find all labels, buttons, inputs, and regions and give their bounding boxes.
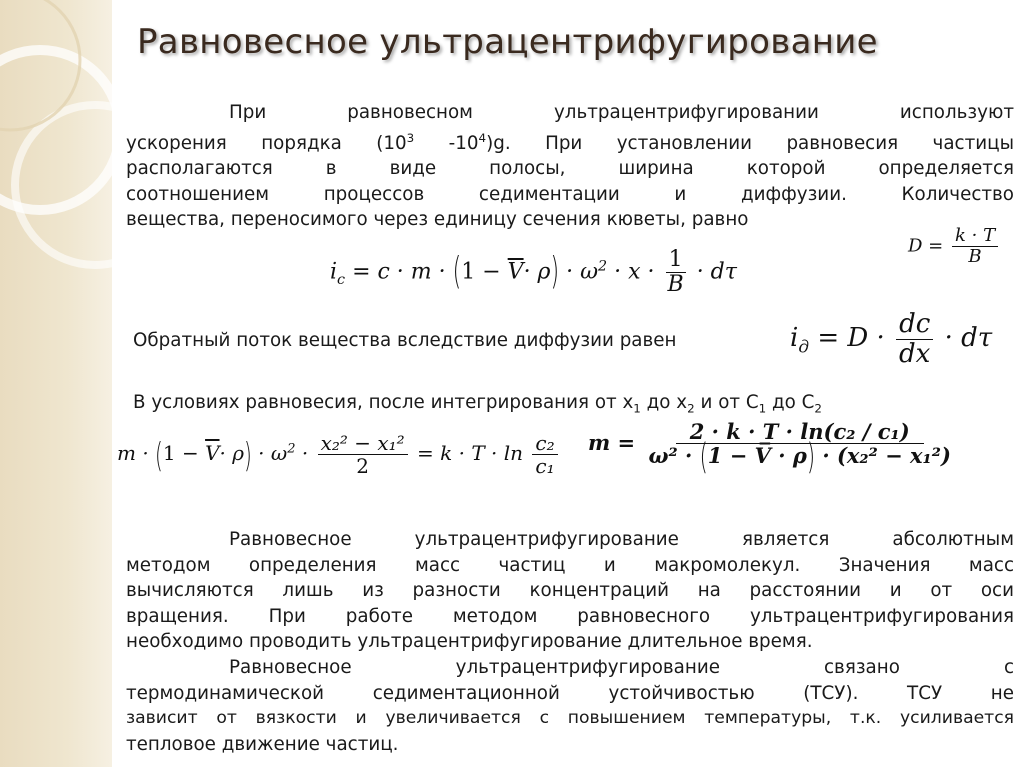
equilibrium-text: В условиях равновесия, после интегрирования от $х_1$ до $х_2$ и от $С_1$ до $С_2$ [133,392,822,416]
conclusion-line-9: тепловое движение частиц. [126,733,399,755]
conclusion-line-4: вращения. При работе методом равновесного ультрацентрифугирования [126,605,1014,627]
formula-diffusion-flow: $i_д = D$ · $\frac{dc}{dx}$ · dτ [790,309,993,369]
conclusion-line-2: методом определения масс частиц и макромолекул. Значения масс [126,554,1014,576]
intro-line-2: ускорения порядка ($10^3$ $-10^4)g$. При установлении равновесия частицы [126,130,1015,154]
intro-line-3: располагаются в виде полосы, ширина которой определяется [126,158,1014,180]
intro-line-5: вещества, переносимого через единицу сечения кюветы, равно [126,209,749,231]
intro-line-1: При равновесном ультрацентрифугировании используют [229,102,1014,123]
formula-equilibrium-balance: $m \cdot (1 - \overline{V}\cdot \rho) \cdot \omega^2$ · $\frac{\text{x₂² − x₁²}}{2}$ = k · T · ln $\frac{\text{c₂}}{\text{c₁}}$ [117,432,561,477]
formula-diffusion-coefficient: D = $\frac{k \cdot T}{B}$ [908,226,1001,267]
conclusion-line-3: вычисляются лишь из разности концентраций на расстоянии и от оси [126,580,1014,602]
formula-sedimentation-flow: $i_c = c \cdot m \cdot (1 - \overline{V}\cdot \rho) \cdot \omega^2 \cdot x$ · $\frac{1}{B}$ · dτ [330,247,737,298]
conclusion-line-6: Равновесное ультрацентрифугирование связано с [229,656,1014,678]
conclusion-line-8: зависит от вязкости и увеличивается с повышением температуры, т.к. усиливается [126,708,1014,729]
conclusion-line-5: необходимо проводить ультрацентрифугирование длительное время. [126,631,813,653]
page-title: Равновесное ультрацентрифугирование [137,22,878,62]
conclusion-line-1: Равновесное ультрацентрифугирование является абсолютным [229,529,1014,550]
intro-paragraph [126,100,1014,233]
decorative-rings [0,0,112,767]
reverse-flow-text: Обратный поток вещества вследствие диффузии равен [133,330,677,351]
conclusion-paragraph [126,527,1014,757]
conclusion-line-7: термодинамической седиментационной устойчивостью (ТСУ). ТСУ не [126,682,1014,704]
intro-line-4: соотношением процессов седиментации и диффузии. Количество [126,183,1014,205]
formula-mass: m = $\frac{\text{2 · k · T · ln(c₂ / c₁)}}{\text{ω² · (1 − V̅ · ρ) · (x₂² − x₁²)}}$ [588,419,951,478]
